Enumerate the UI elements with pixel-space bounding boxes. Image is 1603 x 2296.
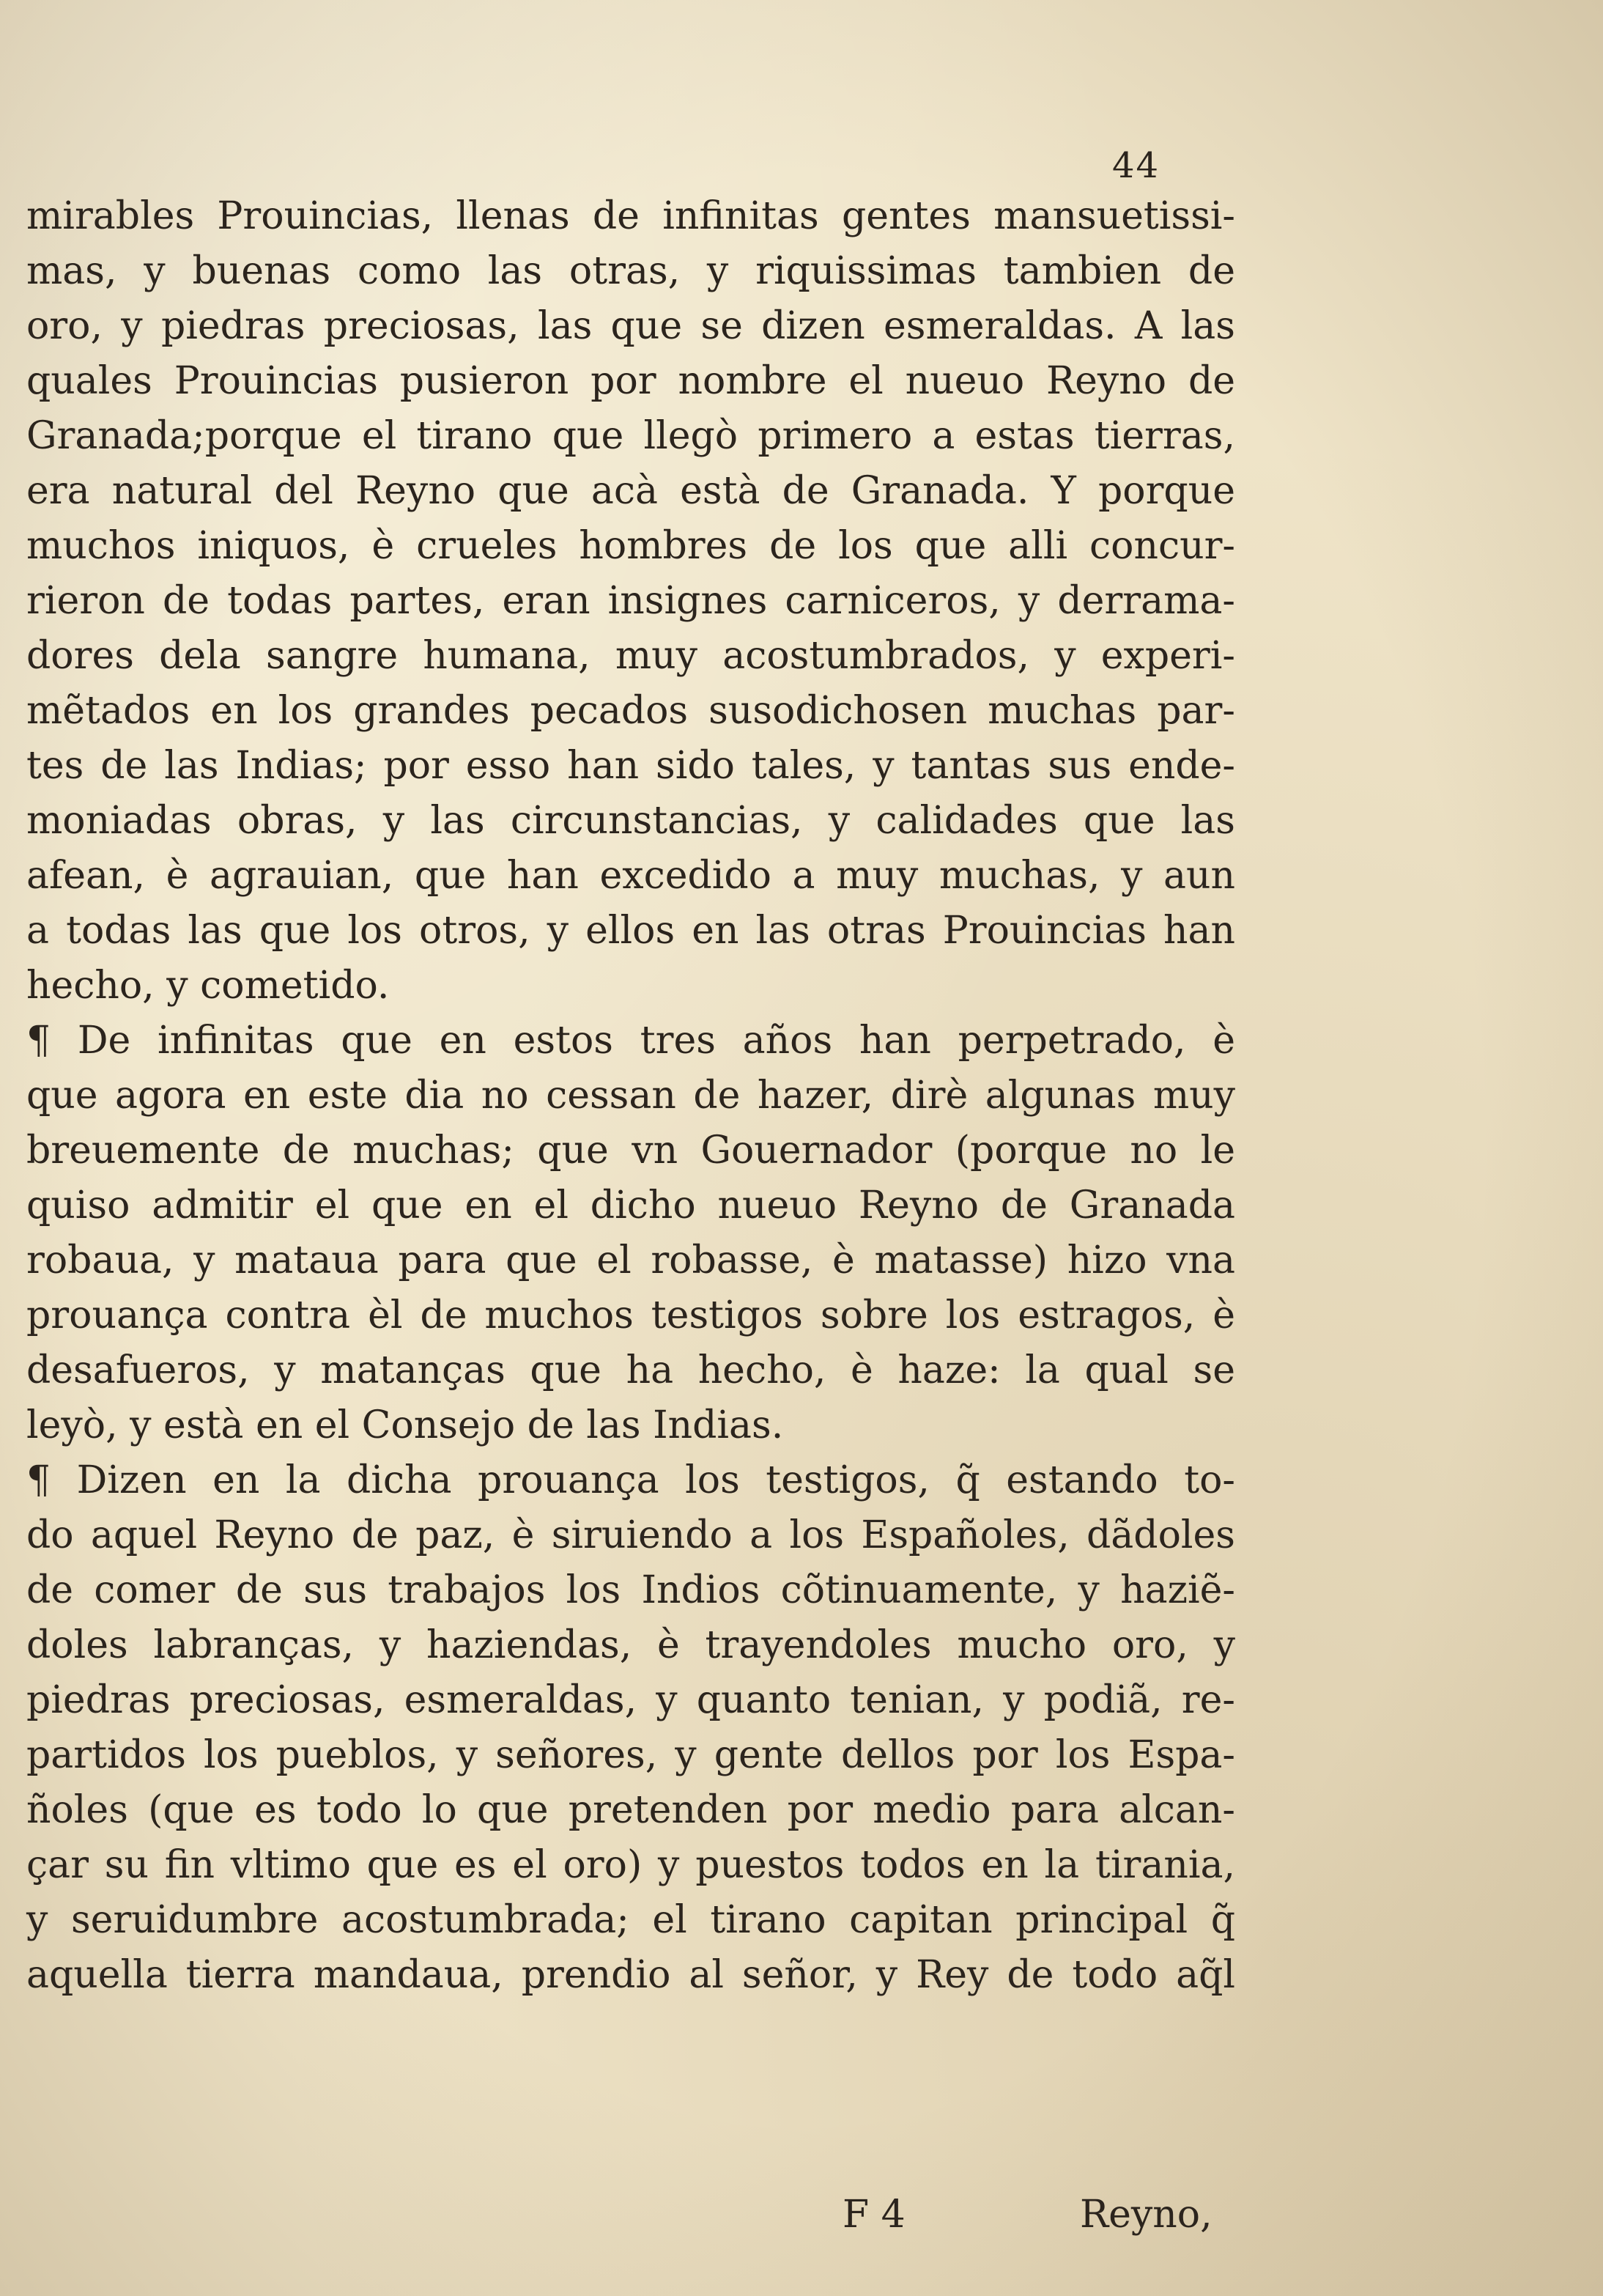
text-line: Granada;porque el tirano que llegò primero a estas tierras,	[26, 414, 1235, 458]
text-line: quales Prouincias pusieron por nombre el nueuo Reyno de	[26, 359, 1235, 403]
text-line: tes de las Indias; por esso han sido tales, y tantas sus ende-	[26, 744, 1235, 788]
text-line: oro, y piedras preciosas, las que se dizen esmeraldas. A las	[26, 304, 1235, 348]
text-line: afean, è agrauian, que han excedido a muy muchas, y aun	[26, 854, 1235, 898]
text-line: mẽtados en los grandes pecados susodichosen muchas par-	[26, 689, 1235, 733]
text-line: dores dela sangre humana, muy acostumbrados, y experi-	[26, 634, 1235, 678]
paragraph-start-line: ¶ De infinitas que en estos tres años han perpetrado, è	[26, 1019, 1235, 1063]
catchword: Reyno,	[1080, 2193, 1213, 2237]
text-line: mirables Prouincias, llenas de infinitas gentes mansuetissi-	[26, 194, 1235, 238]
text-line: quiso admitir el que en el dicho nueuo Reyno de Granada	[26, 1184, 1235, 1228]
paragraph-start-line: ¶ Dizen en la dicha prouança los testigos, q̃ estando to-	[26, 1458, 1235, 1502]
text-line: breuemente de muchas; que vn Gouernador (porque no le	[26, 1129, 1235, 1173]
text-line: muchos iniquos, è crueles hombres de los que alli concur-	[26, 524, 1235, 568]
text-line: mas, y buenas como las otras, y riquissimas tambien de	[26, 249, 1235, 293]
body-text	[26, 189, 1235, 2003]
text-line: ñoles (que es todo lo que pretenden por medio para alcan-	[26, 1788, 1235, 1832]
text-line: de comer de sus trabajos los Indios cõtinuamente, y haziẽ-	[26, 1568, 1235, 1612]
text-line: robaua, y mataua para que el robasse, è matasse) hizo vna	[26, 1239, 1235, 1282]
text-line: çar su fin vltimo que es el oro) y puestos todos en la tirania,	[26, 1843, 1235, 1887]
text-line: hecho, y cometido.	[26, 964, 390, 1008]
text-line: prouança contra èl de muchos testigos sobre los estragos, è	[26, 1293, 1235, 1337]
text-line: do aquel Reyno de paz, è siruiendo a los Españoles, dãdoles	[26, 1513, 1235, 1557]
text-line: partidos los pueblos, y señores, y gente dellos por los Espa-	[26, 1733, 1235, 1777]
text-line: era natural del Reyno que acà està de Granada. Y porque	[26, 469, 1235, 513]
text-line: desafueros, y matanças que ha hecho, è haze: la qual se	[26, 1348, 1235, 1392]
text-line: rieron de todas partes, eran insignes carniceros, y derrama-	[26, 579, 1235, 623]
text-line: moniadas obras, y las circunstancias, y calidades que las	[26, 799, 1235, 843]
text-line: que agora en este dia no cessan de hazer, dirè algunas muy	[26, 1074, 1235, 1118]
text-line: leyò, y està en el Consejo de las Indias.	[26, 1403, 784, 1447]
signature-mark: F 4	[843, 2193, 906, 2237]
page-number: 44	[1112, 145, 1160, 186]
text-line: a todas las que los otros, y ellos en las otras Prouincias han	[26, 909, 1235, 953]
text-line: y seruidumbre acostumbrada; el tirano capitan principal q̃	[26, 1898, 1235, 1942]
text-line: doles labranças, y haziendas, è trayendoles mucho oro, y	[26, 1623, 1235, 1667]
text-line: aquella tierra mandaua, prendio al señor, y Rey de todo aq̃l	[26, 1953, 1235, 1997]
text-line: piedras preciosas, esmeraldas, y quanto tenian, y podiã, re-	[26, 1678, 1235, 1722]
